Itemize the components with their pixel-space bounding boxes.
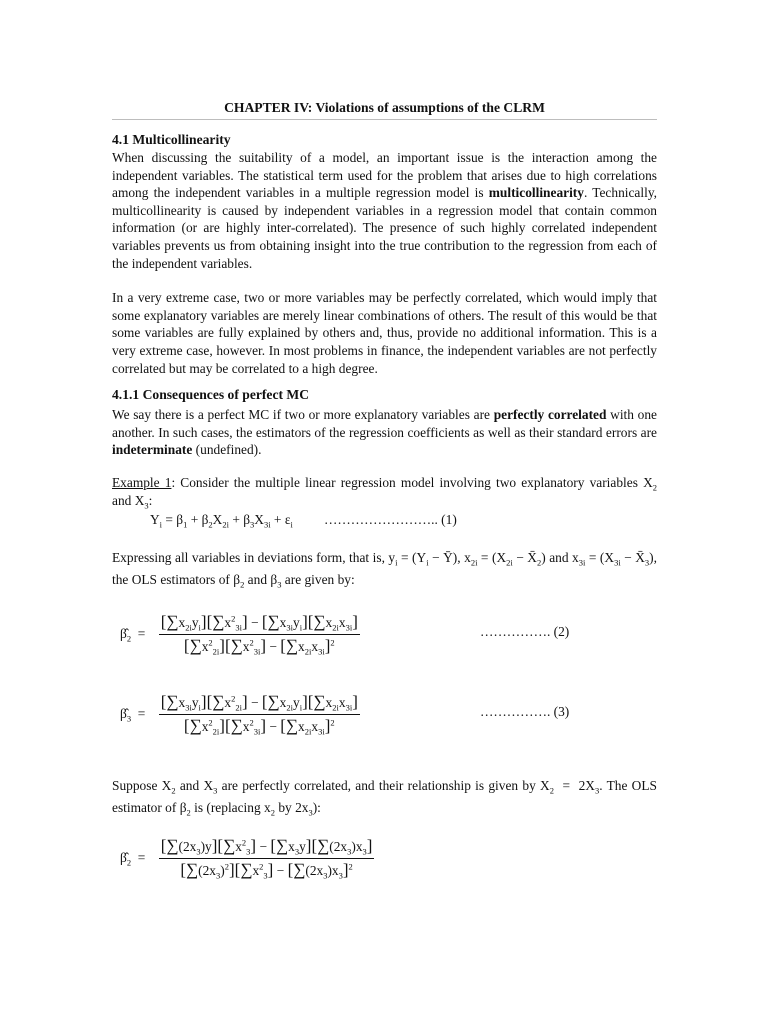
example-label: Example 1 — [112, 474, 172, 490]
equation-3-number: ……………. (3) — [480, 704, 570, 720]
equation-2: $\betâ_2$ = $\frac{[\sum x_{2i}y_i][\sum x^2_{3i}] - [\sum x_{3i}y_i][\sum x_{2i}x_{3i}]}{[\sum x^2_{2i}][\sum x^2_{3i}] - [\sum x_{2i}x_{3i}]^2}$ ……………. (2) — [120, 612, 570, 657]
equation-2-number: ……………. (2) — [480, 624, 570, 640]
paragraph-multicollinearity-intro: When discussing the suitability of a model, an important issue is the interaction among the independent variables. The statistical term used for the problem that arises due to high correlations among the independent variables in a multiple regression model is multicollinearity. Technically, multicollinearity is caused by independent variables in a regression model that contain common information (or are highly inter-correlated). The presence of such highly correlated independent variables prevents us from obtaining insight into the true contribution to the regression from each of the independent variables. — [112, 150, 657, 271]
title-rule — [112, 119, 657, 120]
document-page — [112, 96, 657, 903]
paragraph-extreme-case: In a very extreme case, two or more variables may be perfectly correlated, which would imply that some explanatory variables are merely linear combinations of others. The result of this would be that some variables are fully explained by others and, thus, provide no additional information. This is a very extreme case, however. In most problems in finance, the independent variables are not perfectly correlated but may be correlated to a high degree. — [112, 290, 657, 376]
paragraph-suppose: Suppose $X_2$ and $X_3$ are perfectly correlated, and their relationship is given by $X_2 = 2X_3$. The OLS estimator of $\beta_2$ is (replacing $x_2$ by $2x_3$): — [112, 778, 657, 818]
section-heading-4-1-1: 4.1.1 Consequences of perfect MC — [112, 387, 310, 403]
chapter-title: CHAPTER IV: Violations of assumptions of the CLRM — [224, 100, 545, 115]
term-multicollinearity: multicollinearity — [488, 185, 584, 201]
section-heading-4-1: 4.1 Multicollinearity — [112, 132, 231, 147]
equation-3: $\betâ_3$ = $\frac{[\sum x_{3i}y_i][\sum x^2_{2i}] - [\sum x_{2i}y_i][\sum x_{2i}x_{3i}]}{[\sum x^2_{2i}][\sum x^2_{3i}] - [\sum x_{2i}x_{3i}]^2}$ ……………. (3) — [120, 692, 570, 737]
equation-1-number: …………………….. (1) — [324, 512, 457, 528]
equation-4: $\betâ_2$ = $\frac{[\sum(2x_3)y][\sum x^2_3] - [\sum x_3y][\sum(2x_3)x_3]}{[\sum(2x_3)^2][\sum x^2_3] - [\sum(2x_3)x_3]^2}$ — [120, 836, 373, 881]
equation-1: $Y_i = \beta_1 + \beta_2X_{2i} + \beta_3X_{3i} + \varepsilon_i$ …………………….. (1) — [150, 512, 457, 530]
paragraph-perfect-mc: We say there is a perfect MC if two or more explanatory variables are perfectly correlated with one another. In such cases, the estimators of the regression coefficients as well as their standard errors are indeterminate (undefined). — [112, 407, 658, 458]
paragraph-deviation-form: Expressing all variables in deviations form, that is, $y_i = (Y_i$ − Ȳ), $x_{2i} = (X_{2i}$ − $X̄_2$) and $x_{3i} = (X_{3i}$ − $X̄_3$), the OLS estimators of $\beta_2$ and $\beta_3$ are given by: — [112, 550, 657, 590]
paragraph-example-1: Example 1: Consider the multiple linear regression model involving two explanatory variables $X_2$ and $X_3$: — [112, 474, 657, 511]
